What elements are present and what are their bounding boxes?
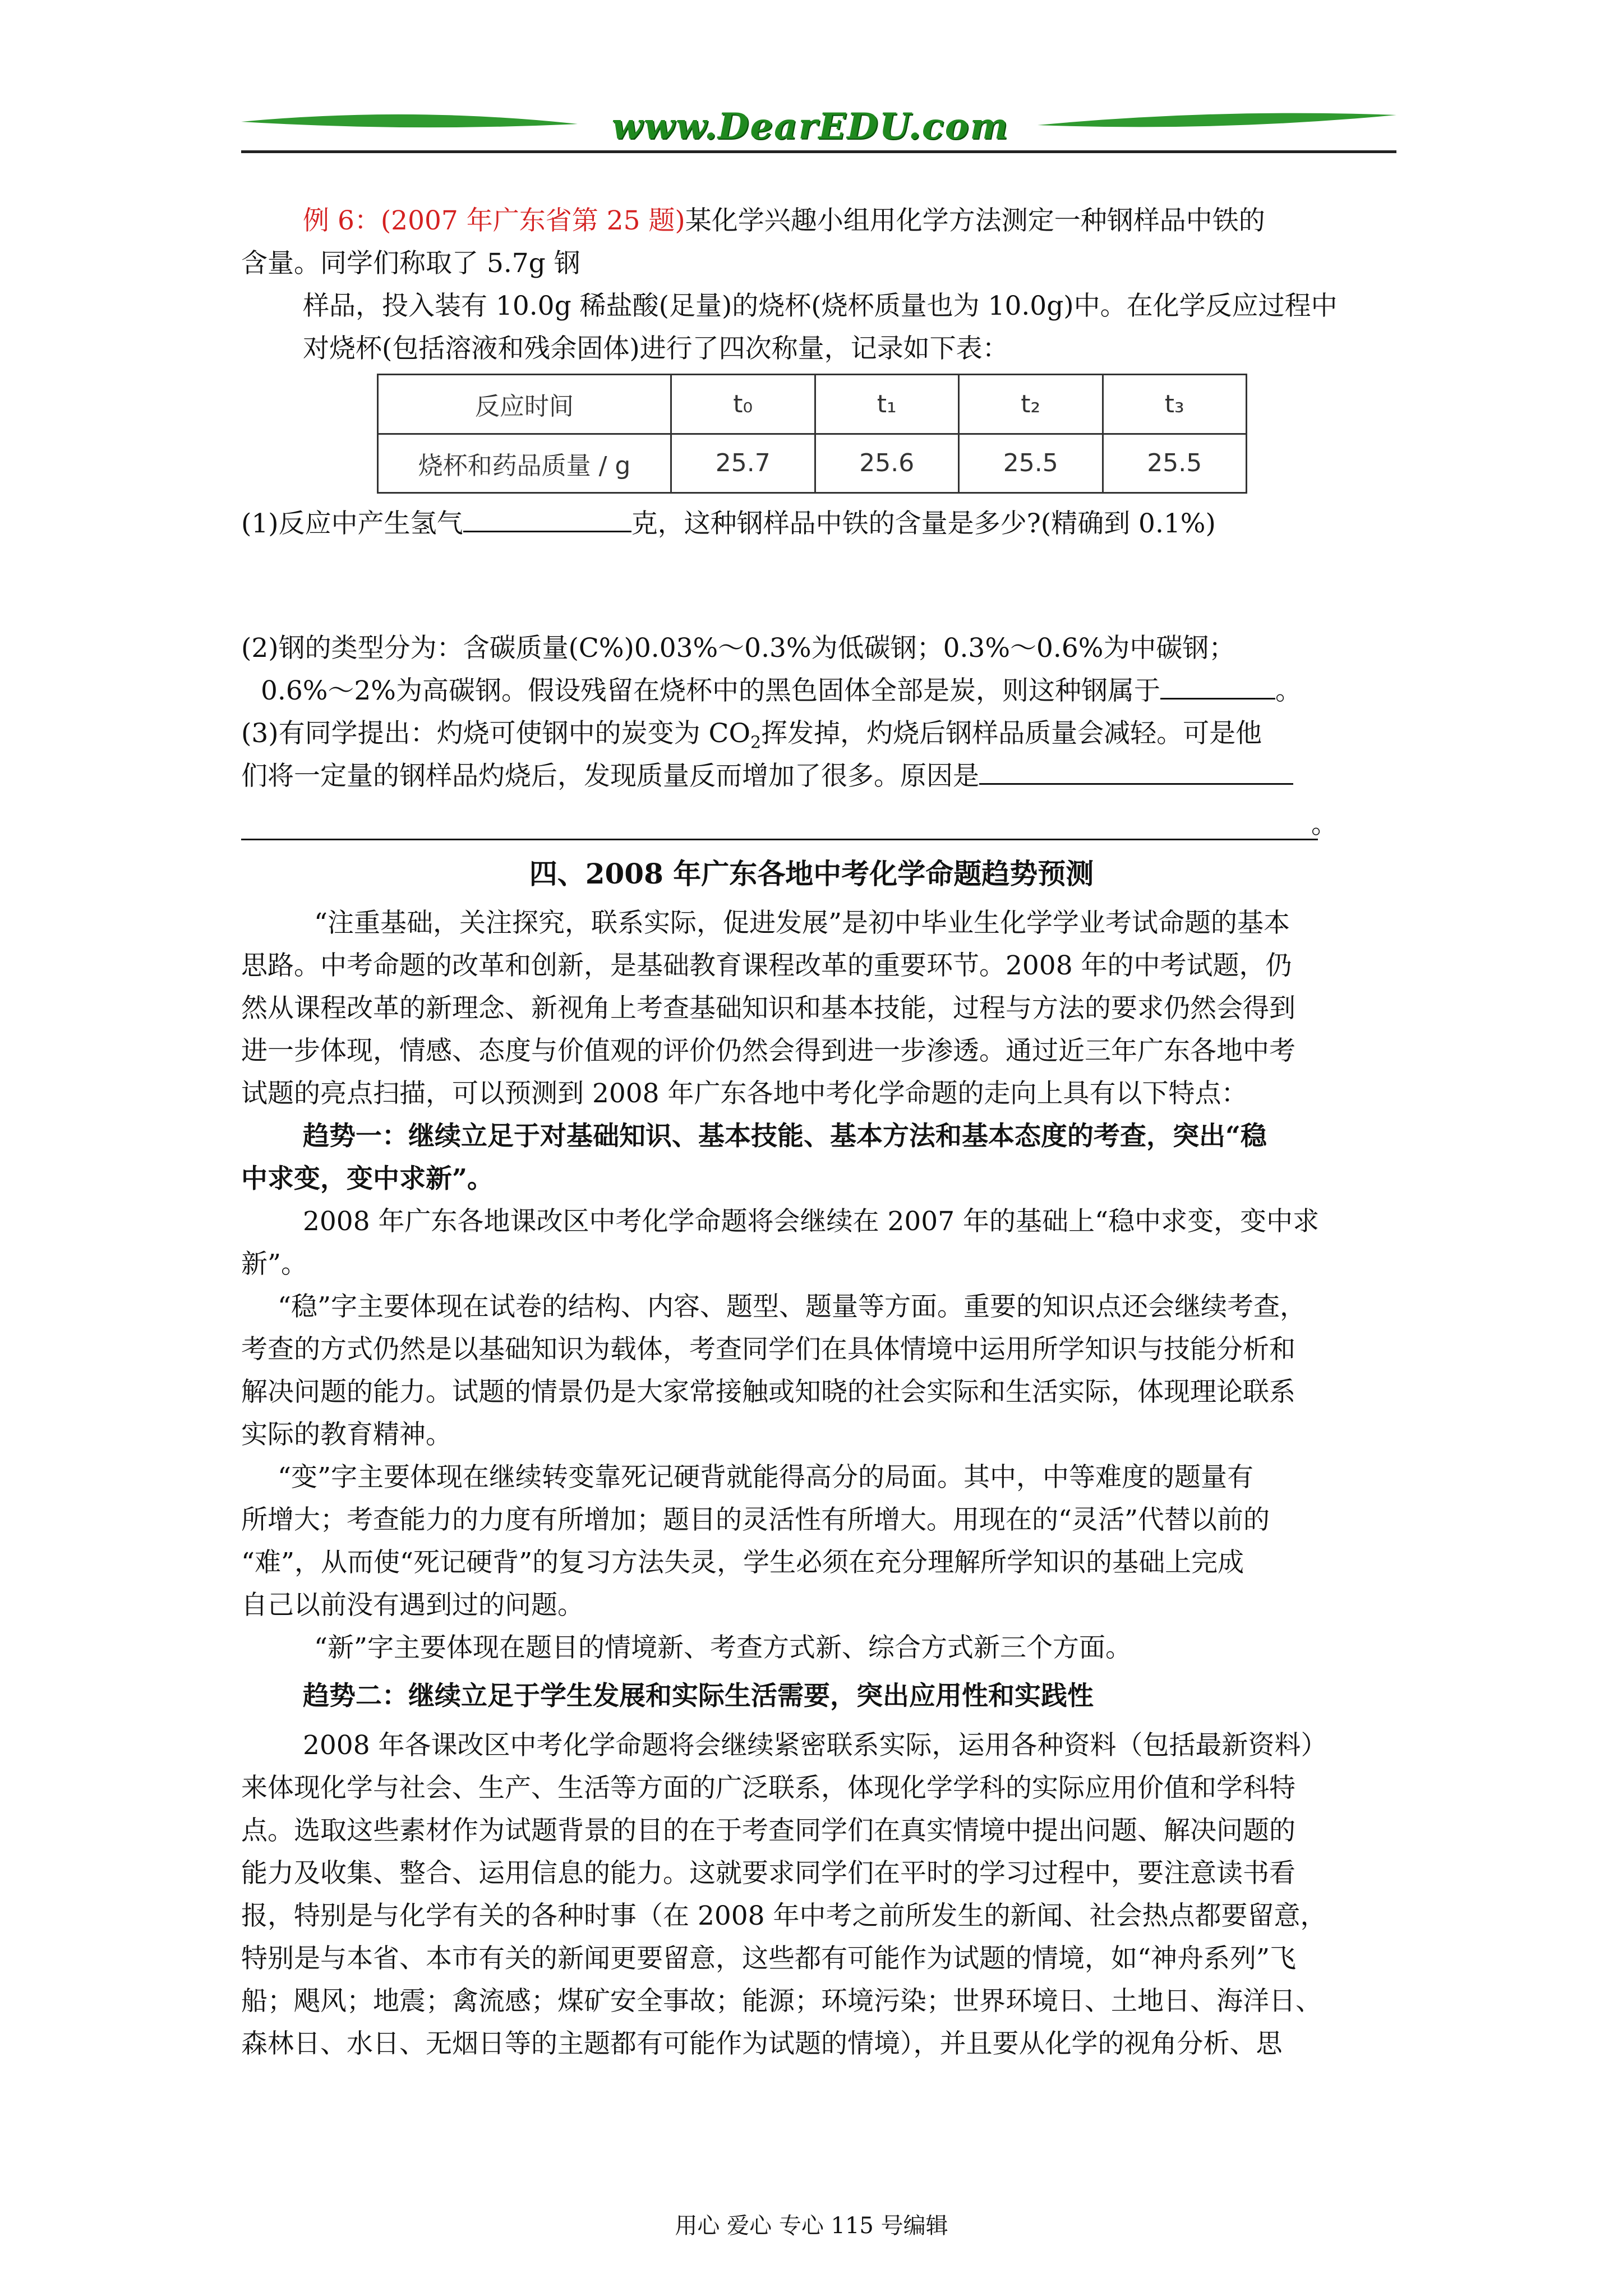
example-line-4: 对烧杯(包括溶液和残余固体)进行了四次称量，记录如下表：	[303, 333, 1009, 364]
table-cell: 25.5	[959, 434, 1103, 493]
trend-1-heading: 趋势一：继续立足于对基础知识、基本技能、基本方法和基本态度的考查，突出“稳	[303, 1121, 1267, 1152]
para-6-line: 2008 年各课改区中考化学命题将会继续紧密联系实际，运用各种资料（包括最新资料）	[303, 1730, 1327, 1761]
table-cell: 25.5	[1103, 434, 1247, 493]
site-logo: www.DearEDU.com	[611, 105, 1009, 148]
answer-blank-3[interactable]	[979, 762, 1293, 785]
para-3-line: “稳”字主要体现在试卷的结构、内容、题型、题量等方面。重要的知识点还会继续考查，	[278, 1291, 1307, 1322]
question-2-text: 0.6%～2%为高碳钢。假设残留在烧杯中的黑色固体全部是炭，则这种钢属于	[261, 675, 1160, 706]
question-2-line-1: (2)钢的类型分为：含碳质量(C%)0.03%～0.3%为低碳钢；0.3%～0.6%为中碳钢；	[241, 633, 1235, 664]
example-label: 例 6：(2007 年广东省第 25 题)	[303, 205, 685, 236]
table-cell: 反应时间	[378, 375, 671, 434]
question-3-end: 。	[1311, 809, 1338, 840]
table-row	[378, 434, 1247, 493]
example-line-2: 含量。同学们称取了 5.7g 钢	[241, 248, 580, 279]
table-cell: t₂	[959, 375, 1103, 434]
trend-1-heading-cont: 中求变，变中求新”。	[241, 1163, 494, 1194]
header-leaf-left-decoration	[241, 109, 578, 132]
para-1-line: 进一步体现，情感、态度与价值观的评价仍然会得到进一步渗透。通过近三年广东各地中考	[241, 1036, 1295, 1066]
page-footer: 用心 爱心 专心 115 号编辑	[675, 2213, 948, 2239]
para-5: “新”字主要体现在题目的情境新、考查方式新、综合方式新三个方面。	[314, 1632, 1132, 1663]
answer-blank-1[interactable]	[463, 509, 631, 532]
para-6-line: 能力及收集、整合、运用信息的能力。这就要求同学们在平时的学习过程中，要注意读书看	[241, 1858, 1295, 1889]
table-cell: 25.6	[815, 434, 959, 493]
question-1	[241, 503, 1216, 545]
para-6-line: 船；飓风；地震；禽流感；煤矿安全事故；能源；环境污染；世界环境日、土地日、海洋日、	[241, 1986, 1322, 2017]
section-title: 四、2008 年广东各地中考化学命题趋势预测	[529, 857, 1094, 890]
question-2-end: 。	[1275, 675, 1302, 706]
para-1-line: “注重基础，关注探究，联系实际，促进发展”是初中毕业生化学学业考试命题的基本	[314, 908, 1290, 938]
para-4-line: “变”字主要体现在继续转变靠死记硬背就能得高分的局面。其中，中等难度的题量有	[278, 1462, 1254, 1493]
para-3-line: 解决问题的能力。试题的情景仍是大家常接触或知晓的社会实际和生活实际，体现理论联系	[241, 1377, 1295, 1407]
para-1-line: 然从课程改革的新理念、新视角上考查基础知识和基本技能，过程与方法的要求仍然会得到	[241, 993, 1295, 1024]
para-1-line: 试题的亮点扫描，可以预测到 2008 年广东各地中考化学命题的走向上具有以下特点：	[241, 1078, 1248, 1109]
para-3-line: 实际的教育精神。	[241, 1419, 452, 1450]
table-cell: 25.7	[671, 434, 815, 493]
question-3-text-b: 挥发掉，灼烧后钢样品质量会减轻。可是他	[761, 718, 1262, 749]
question-2-line-2	[261, 670, 1302, 712]
trend-2-heading: 趋势二：继续立足于学生发展和实际生活需要，突出应用性和实践性	[303, 1681, 1094, 1711]
table-cell: t₃	[1103, 375, 1247, 434]
subscript: 2	[750, 733, 762, 753]
example-line-3: 样品，投入装有 10.0g 稀盐酸(足量)的烧杯(烧杯质量也为 10.0g)中。在化学反应过程中	[303, 291, 1338, 321]
question-3-line-2	[241, 755, 1293, 798]
para-6-line: 森林日、水日、无烟日等的主题都有可能作为试题的情境），并且要从化学的视角分析、思	[241, 2028, 1283, 2059]
para-6-line: 点。选取这些素材作为试题背景的目的在于考查同学们在真实情境中提出问题、解决问题的	[241, 1815, 1295, 1846]
example-line-1	[303, 200, 1265, 242]
example-text: 某化学兴趣小组用化学方法测定一种钢样品中铁的	[685, 205, 1265, 236]
para-6-line: 报，特别是与化学有关的各种时事（在 2008 年中考之前所发生的新闻、社会热点都要留意，	[241, 1901, 1327, 1931]
para-3-line: 考查的方式仍然是以基础知识为载体，考查同学们在具体情境中运用所学知识与技能分析和	[241, 1334, 1295, 1365]
table-cell: t₁	[815, 375, 959, 434]
question-3-text: (3)有同学提出：灼烧可使钢中的炭变为 CO	[241, 718, 751, 749]
para-4-line: 自己以前没有遇到过的问题。	[241, 1590, 584, 1621]
question-3-text-c: 们将一定量的钢样品灼烧后，发现质量反而增加了很多。原因是	[241, 761, 979, 792]
answer-blank-3-continuation[interactable]	[241, 839, 1318, 840]
answer-blank-2[interactable]	[1160, 677, 1275, 700]
question-1-text: (1)反应中产生氢气	[241, 508, 463, 539]
para-2-line: 2008 年广东各地课改区中考化学命题将会继续在 2007 年的基础上“稳中求变，变中求	[303, 1206, 1320, 1237]
para-6-line: 来体现化学与社会、生产、生活等方面的广泛联系，体现化学学科的实际应用价值和学科特	[241, 1773, 1295, 1803]
header-rule	[241, 150, 1396, 153]
para-4-line: 所增大；考查能力的力度有所增加；题目的灵活性有所增大。用现在的“灵活”代替以前的	[241, 1504, 1270, 1535]
table-cell: t₀	[671, 375, 815, 434]
header-leaf-right-decoration	[1038, 109, 1396, 132]
weighing-table	[377, 374, 1247, 494]
question-1-text-b: 克，这种钢样品中铁的含量是多少?(精确到 0.1%)	[631, 508, 1216, 539]
para-1-line: 思路。中考命题的改革和创新，是基础教育课程改革的重要环节。2008 年的中考试题，仍	[241, 950, 1292, 981]
para-2-line: 新”。	[241, 1249, 308, 1280]
table-cell: 烧杯和药品质量 / g	[378, 434, 671, 493]
para-4-line: “难”，从而使“死记硬背”的复习方法失灵，学生必须在充分理解所学知识的基础上完成	[241, 1547, 1244, 1578]
para-6-line: 特别是与本省、本市有关的新闻更要留意，这些都有可能作为试题的情境，如“神舟系列”飞	[241, 1943, 1297, 1974]
table-row	[378, 375, 1247, 434]
